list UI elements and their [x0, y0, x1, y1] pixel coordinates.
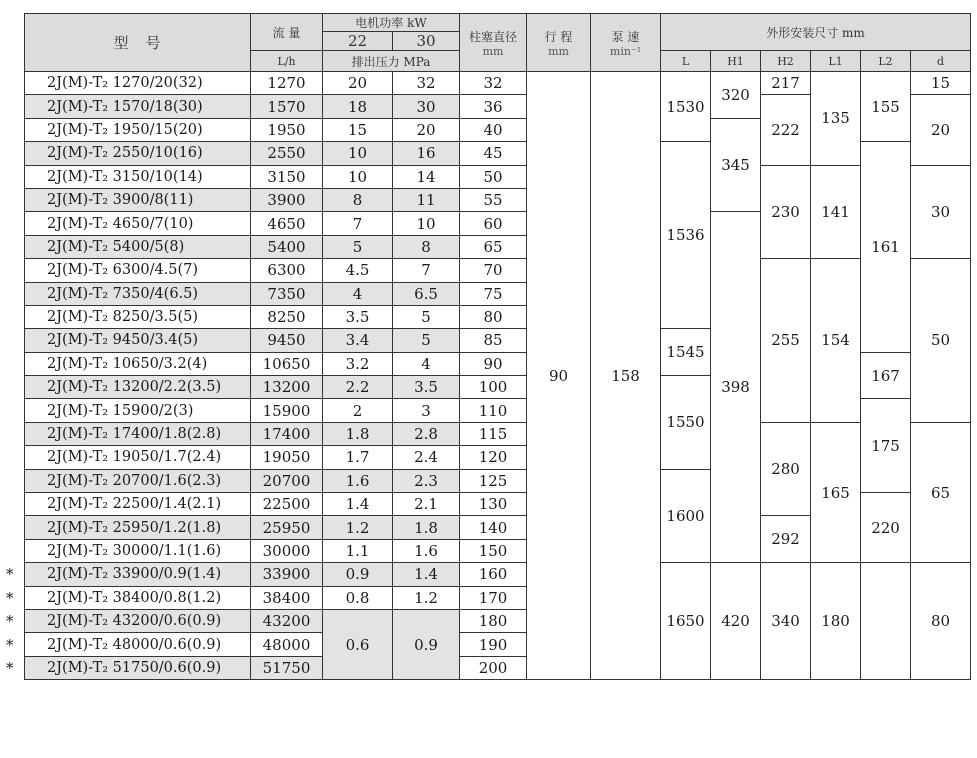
dim-H2-cell: 280 — [761, 422, 811, 516]
model-cell: 2J(M)-T₂ 8250/3.5(5) — [25, 305, 251, 328]
power-30-cell: 2.1 — [393, 493, 460, 516]
plunger-diameter-cell: 160 — [460, 563, 527, 586]
power-30-cell: 32 — [393, 72, 460, 95]
power-30-cell: 6.5 — [393, 282, 460, 305]
dim-H2-cell: 292 — [761, 516, 811, 563]
plunger-diameter-cell: 170 — [460, 586, 527, 609]
power-30-cell: 4 — [393, 352, 460, 375]
power-22-cell: 18 — [323, 95, 393, 118]
dim-L2-cell: 155 — [861, 72, 911, 142]
model-cell: 2J(M)-T₂ 48000/0.6(0.9) — [25, 633, 251, 656]
plunger-diameter-cell: 125 — [460, 469, 527, 492]
flow-cell: 6300 — [251, 259, 323, 282]
dim-L1-cell: 165 — [811, 422, 861, 562]
model-cell: 2J(M)-T₂ 33900/0.9(1.4) — [25, 563, 251, 586]
plunger-diameter-cell: 140 — [460, 516, 527, 539]
dim-L2-cell: 220 — [861, 493, 911, 563]
model-cell: 2J(M)-T₂ 30000/1.1(1.6) — [25, 539, 251, 562]
power-30-cell: 30 — [393, 95, 460, 118]
power-22-cell: 1.6 — [323, 469, 393, 492]
header-flow-unit: L/h — [251, 51, 323, 72]
stroke-unit: mm — [548, 44, 569, 58]
flow-cell: 38400 — [251, 586, 323, 609]
power-30-cell: 8 — [393, 235, 460, 258]
dim-L2-cell: 161 — [861, 142, 911, 353]
model-cell: 2J(M)-T₂ 3150/10(14) — [25, 165, 251, 188]
plunger-diameter-cell: 32 — [460, 72, 527, 95]
power-22-cell: 1.8 — [323, 422, 393, 445]
power-22-cell: 15 — [323, 118, 393, 141]
flow-cell: 3150 — [251, 165, 323, 188]
plunger-diameter-cell: 100 — [460, 376, 527, 399]
table-row — [25, 72, 971, 95]
flow-cell: 9450 — [251, 329, 323, 352]
dim-d-cell: 15 — [911, 72, 971, 95]
plunger-diameter-cell: 36 — [460, 95, 527, 118]
dim-H2-cell: 217 — [761, 72, 811, 95]
flow-cell: 2550 — [251, 142, 323, 165]
power-30-cell: 2.3 — [393, 469, 460, 492]
plunger-diameter-cell: 150 — [460, 539, 527, 562]
model-cell: 2J(M)-T₂ 13200/2.2(3.5) — [25, 376, 251, 399]
plunger-diameter-unit: mm — [482, 44, 504, 58]
table-row — [25, 165, 971, 188]
model-cell: 2J(M)-T₂ 17400/1.8(2.8) — [25, 422, 251, 445]
model-cell: 2J(M)-T₂ 22500/1.4(2.1) — [25, 493, 251, 516]
model-cell: 2J(M)-T₂ 43200/0.6(0.9) — [25, 609, 251, 632]
dim-L1-cell: 154 — [811, 259, 861, 423]
dim-L1-cell: 135 — [811, 72, 861, 166]
model-cell: 2J(M)-T₂ 10650/3.2(4) — [25, 352, 251, 375]
plunger-diameter-cell: 65 — [460, 235, 527, 258]
dim-d-cell: 80 — [911, 563, 971, 680]
power-30-cell: 5 — [393, 329, 460, 352]
power-22-cell: 10 — [323, 165, 393, 188]
model-cell: 2J(M)-T₂ 2550/10(16) — [25, 142, 251, 165]
table-row — [25, 259, 971, 282]
dim-d-cell: 50 — [911, 259, 971, 423]
header-motor-power: 电机功率 kW — [323, 14, 460, 32]
header-dim-L: L — [661, 51, 711, 72]
power-30-cell: 2.4 — [393, 446, 460, 469]
plunger-diameter-cell: 110 — [460, 399, 527, 422]
power-30-cell: 1.2 — [393, 586, 460, 609]
dim-H1-cell: 420 — [711, 563, 761, 680]
power-22-cell: 3.5 — [323, 305, 393, 328]
star-marker: * — [6, 565, 14, 584]
model-cell: 2J(M)-T₂ 4650/7(10) — [25, 212, 251, 235]
power-30-cell: 1.8 — [393, 516, 460, 539]
model-cell: 2J(M)-T₂ 7350/4(6.5) — [25, 282, 251, 305]
power-30-cell: 5 — [393, 305, 460, 328]
power-22-cell: 2.2 — [323, 376, 393, 399]
flow-cell: 1270 — [251, 72, 323, 95]
power-30-cell: 11 — [393, 188, 460, 211]
header-flow: 流 量 — [251, 14, 323, 51]
dim-L-cell: 1600 — [661, 469, 711, 563]
table-row — [25, 422, 971, 445]
plunger-diameter-cell: 180 — [460, 609, 527, 632]
model-cell: 2J(M)-T₂ 51750/0.6(0.9) — [25, 656, 251, 679]
dim-H1-cell: 398 — [711, 212, 761, 563]
dim-L1-cell: 180 — [811, 563, 861, 680]
star-marker: * — [6, 588, 14, 607]
pump-speed-unit: min⁻¹ — [609, 44, 642, 58]
power-22-cell: 4 — [323, 282, 393, 305]
dim-H1-cell: 320 — [711, 72, 761, 119]
flow-cell: 4650 — [251, 212, 323, 235]
header-pump-speed — [591, 14, 661, 72]
table-row — [25, 563, 971, 586]
power-22-cell: 3.4 — [323, 329, 393, 352]
dim-L1-cell: 141 — [811, 165, 861, 259]
star-marker: * — [6, 635, 14, 654]
dim-L-cell: 1536 — [661, 142, 711, 329]
power-30-cell: 14 — [393, 165, 460, 188]
power-30-cell: 2.8 — [393, 422, 460, 445]
plunger-diameter-cell: 80 — [460, 305, 527, 328]
star-marker: * — [6, 612, 14, 631]
power-30-cell: 3.5 — [393, 376, 460, 399]
flow-cell: 30000 — [251, 539, 323, 562]
dim-d-cell: 65 — [911, 422, 971, 562]
flow-cell: 7350 — [251, 282, 323, 305]
power-22-cell: 0.9 — [323, 563, 393, 586]
power-30-cell: 1.4 — [393, 563, 460, 586]
power-22-cell: 10 — [323, 142, 393, 165]
flow-cell: 3900 — [251, 188, 323, 211]
model-cell: 2J(M)-T₂ 9450/3.4(5) — [25, 329, 251, 352]
flow-cell: 48000 — [251, 633, 323, 656]
header-power-22: 22 — [323, 32, 393, 51]
flow-cell: 13200 — [251, 376, 323, 399]
dim-L2-cell: 175 — [861, 399, 911, 493]
power-22-cell: 4.5 — [323, 259, 393, 282]
power-22-cell: 0.8 — [323, 586, 393, 609]
power-30-cell: 1.6 — [393, 539, 460, 562]
plunger-diameter-cell: 90 — [460, 352, 527, 375]
dim-H2-cell: 230 — [761, 165, 811, 259]
power-30-cell: 3 — [393, 399, 460, 422]
flow-cell: 19050 — [251, 446, 323, 469]
power-22-cell: 8 — [323, 188, 393, 211]
dim-H2-cell: 340 — [761, 563, 811, 680]
dim-H1-cell: 345 — [711, 118, 761, 212]
flow-cell: 10650 — [251, 352, 323, 375]
power-22-cell: 0.6 — [323, 609, 393, 679]
dim-H2-cell: 255 — [761, 259, 811, 423]
table-body — [25, 72, 971, 680]
plunger-diameter-cell: 50 — [460, 165, 527, 188]
power-22-cell: 1.7 — [323, 446, 393, 469]
header-plunger-diameter — [460, 14, 527, 72]
power-22-cell: 3.2 — [323, 352, 393, 375]
dim-L-cell: 1530 — [661, 72, 711, 142]
power-22-cell: 5 — [323, 235, 393, 258]
header-power-30: 30 — [393, 32, 460, 51]
stroke-label: 行 程 — [544, 29, 573, 44]
model-cell: 2J(M)-T₂ 1950/15(20) — [25, 118, 251, 141]
power-30-cell: 7 — [393, 259, 460, 282]
plunger-diameter-label: 柱塞直径 — [469, 29, 518, 44]
model-cell: 2J(M)-T₂ 5400/5(8) — [25, 235, 251, 258]
star-marker: * — [6, 658, 14, 677]
header-stroke — [527, 14, 591, 72]
flow-cell: 8250 — [251, 305, 323, 328]
dim-d-cell: 30 — [911, 165, 971, 259]
flow-cell: 17400 — [251, 422, 323, 445]
plunger-diameter-cell: 85 — [460, 329, 527, 352]
power-22-cell: 7 — [323, 212, 393, 235]
plunger-diameter-cell: 40 — [460, 118, 527, 141]
model-cell: 2J(M)-T₂ 1570/18(30) — [25, 95, 251, 118]
plunger-diameter-cell: 55 — [460, 188, 527, 211]
dim-L2-cell — [861, 563, 911, 680]
dim-d-cell: 20 — [911, 95, 971, 165]
pump-spec-table — [24, 13, 971, 680]
model-cell: 2J(M)-T₂ 25950/1.2(1.8) — [25, 516, 251, 539]
pump-speed-value: 158 — [591, 72, 661, 680]
flow-cell: 33900 — [251, 563, 323, 586]
model-cell: 2J(M)-T₂ 19050/1.7(2.4) — [25, 446, 251, 469]
header-dim-L2: L2 — [861, 51, 911, 72]
dim-L2-cell: 167 — [861, 352, 911, 399]
model-cell: 2J(M)-T₂ 3900/8(11) — [25, 188, 251, 211]
model-cell: 2J(M)-T₂ 1270/20(32) — [25, 72, 251, 95]
flow-cell: 1950 — [251, 118, 323, 141]
model-cell: 2J(M)-T₂ 38400/0.8(1.2) — [25, 586, 251, 609]
header-dim-H2: H2 — [761, 51, 811, 72]
power-30-cell: 20 — [393, 118, 460, 141]
dim-H2-cell: 222 — [761, 95, 811, 165]
dim-L-cell: 1650 — [661, 563, 711, 680]
power-30-cell: 0.9 — [393, 609, 460, 679]
plunger-diameter-cell: 200 — [460, 656, 527, 679]
dim-L-cell: 1550 — [661, 376, 711, 470]
power-30-cell: 10 — [393, 212, 460, 235]
plunger-diameter-cell: 45 — [460, 142, 527, 165]
header-dim-L1: L1 — [811, 51, 861, 72]
dim-L-cell: 1545 — [661, 329, 711, 376]
plunger-diameter-cell: 75 — [460, 282, 527, 305]
power-30-cell: 16 — [393, 142, 460, 165]
plunger-diameter-cell: 115 — [460, 422, 527, 445]
flow-cell: 51750 — [251, 656, 323, 679]
plunger-diameter-cell: 60 — [460, 212, 527, 235]
flow-cell: 43200 — [251, 609, 323, 632]
plunger-diameter-cell: 120 — [460, 446, 527, 469]
header-dim-H1: H1 — [711, 51, 761, 72]
flow-cell: 20700 — [251, 469, 323, 492]
header-dimensions: 外形安装尺寸 mm — [661, 14, 971, 51]
flow-cell: 22500 — [251, 493, 323, 516]
model-cell: 2J(M)-T₂ 20700/1.6(2.3) — [25, 469, 251, 492]
power-22-cell: 1.1 — [323, 539, 393, 562]
flow-cell: 5400 — [251, 235, 323, 258]
header-model: 型 号 — [25, 14, 251, 72]
model-cell: 2J(M)-T₂ 15900/2(3) — [25, 399, 251, 422]
flow-cell: 15900 — [251, 399, 323, 422]
power-22-cell: 2 — [323, 399, 393, 422]
power-22-cell: 1.4 — [323, 493, 393, 516]
plunger-diameter-cell: 70 — [460, 259, 527, 282]
power-22-cell: 20 — [323, 72, 393, 95]
plunger-diameter-cell: 130 — [460, 493, 527, 516]
flow-cell: 25950 — [251, 516, 323, 539]
flow-cell: 1570 — [251, 95, 323, 118]
header-discharge-pressure: 排出压力 MPa — [323, 51, 460, 72]
header-dim-d: d — [911, 51, 971, 72]
stroke-value: 90 — [527, 72, 591, 680]
pump-speed-label: 泵 速 — [611, 29, 640, 44]
model-cell: 2J(M)-T₂ 6300/4.5(7) — [25, 259, 251, 282]
power-22-cell: 1.2 — [323, 516, 393, 539]
plunger-diameter-cell: 190 — [460, 633, 527, 656]
